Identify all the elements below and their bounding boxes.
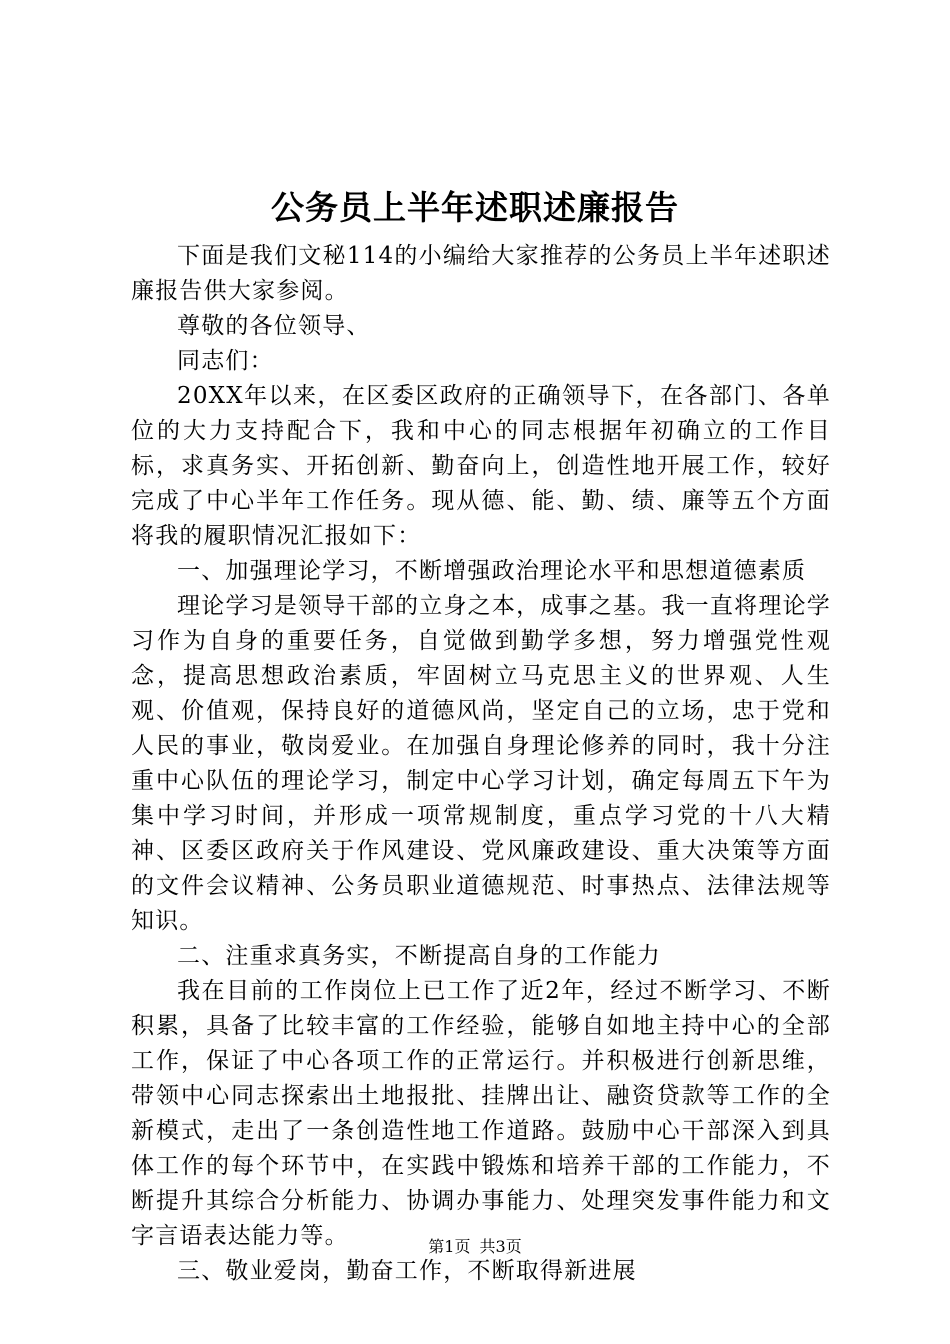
section-heading-2: 二、注重求真务实，不断提高自身的工作能力 <box>177 943 661 969</box>
page-footer <box>0 1235 950 1259</box>
paragraph-salutation-comrades: 同志们： <box>177 348 274 374</box>
section-heading-1: 一、加强理论学习，不断增强政治理论水平和思想道德素质 <box>177 558 807 584</box>
paragraph-intro: 下面是我们文秘114的小编给大家推荐的公务员上半年述职述廉报告供大家参阅。 <box>131 243 831 304</box>
document-body <box>131 239 831 1289</box>
paragraph-section-1: 理论学习是领导干部的立身之本，成事之基。我一直将理论学习作为自身的重要任务，自觉做到勤学多想，努力增强党性观念，提高思想政治素质，牢固树立马克思主义的世界观、人生观、价值观，保持良好的道德风尚，坚定自己的立场，忠于党和人民的事业，敬岗爱业。在加强自身理论修养的同时，我十分注重中心队伍的理论学习，制定中心学习计划，确定每周五下午为集中学习时间，并形成一项常规制度，重点学习党的十八大精神、区委区政府关于作风建设、党风廉政建设、重大决策等方面的文件会议精神、公务员职业道德规范、时事热点、法律法规等知识。 <box>131 593 831 934</box>
paragraph-overview: 20XX年以来，在区委区政府的正确领导下，在各部门、各单位的大力支持配合下，我和中心的同志根据年初确立的工作目标，求真务实、开拓创新、勤奋向上，创造性地开展工作，较好完成了中心半年工作任务。现从德、能、勤、绩、廉等五个方面将我的履职情况汇报如下： <box>131 383 831 549</box>
page-total: 共3页 <box>479 1237 522 1256</box>
paragraph-section-2: 我在目前的工作岗位上已工作了近2年，经过不断学习、不断积累，具备了比较丰富的工作经验，能够自如地主持中心的全部工作，保证了中心各项工作的正常运行。并积极进行创新思维，带领中心同志探索出土地报批、挂牌出让、融资贷款等工作的全新模式，走出了一条创造性地工作道路。鼓励中心干部深入到具体工作的每个环节中，在实践中锻炼和培养干部的工作能力，不断提升其综合分析能力、协调办事能力、处理突发事件能力和文字言语表达能力等。 <box>131 978 831 1249</box>
page-number: 第1页 <box>428 1237 471 1256</box>
paragraph-salutation: 尊敬的各位领导、 <box>177 313 371 339</box>
document-title: 公务员上半年述职述廉报告 <box>271 188 679 227</box>
section-heading-3: 三、敬业爱岗，勤奋工作，不断取得新进展 <box>177 1258 637 1284</box>
